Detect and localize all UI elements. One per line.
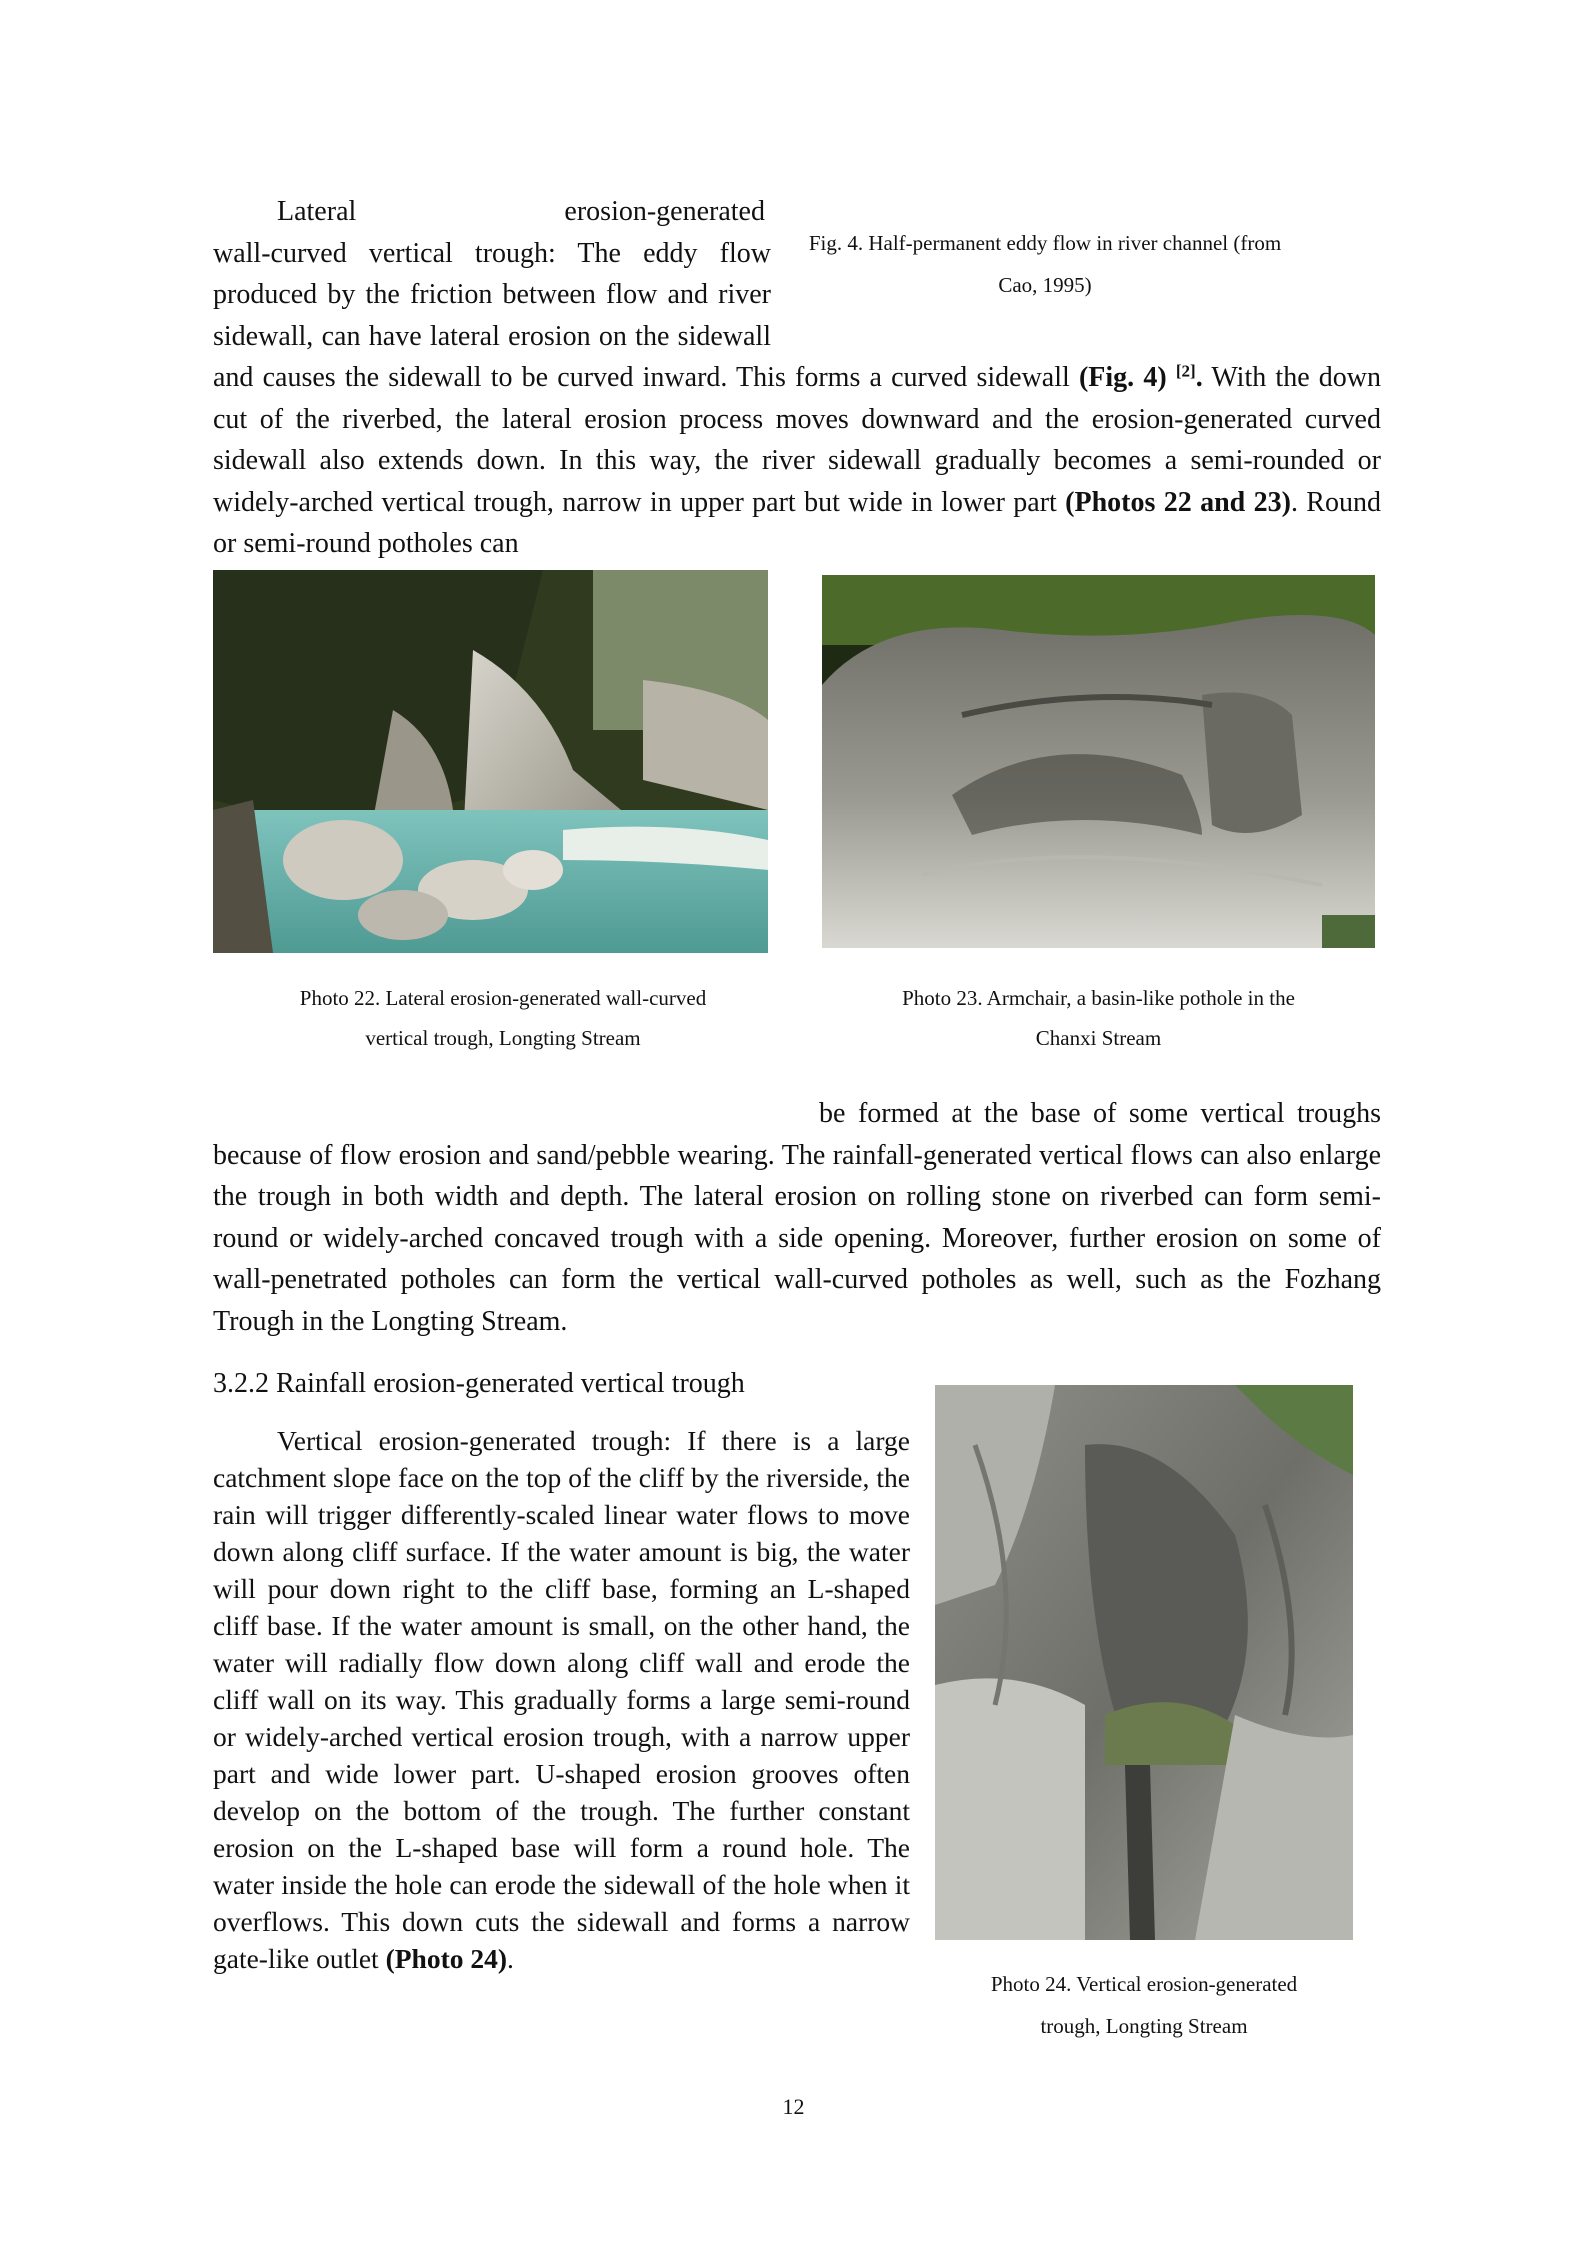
cliff-trough-photo <box>935 1385 1353 1940</box>
photo24-reference: (Photo 24) <box>385 1943 508 1974</box>
fig4-reference: (Fig. 4) <box>1078 362 1167 393</box>
photos-22-23-reference: (Photos 22 and 23) <box>1065 486 1291 518</box>
citation-period: . <box>1195 362 1203 393</box>
paragraph-text-3: . Round or semi-round potholes can <box>213 486 1381 559</box>
paragraph-lateral-erosion <box>213 191 1381 565</box>
photo22-caption <box>213 978 793 1058</box>
photo23-caption-line1: Photo 23. Armchair, a basin-like pothole in the <box>902 986 1295 1010</box>
river-gorge-photo <box>213 570 768 953</box>
section-heading: 3.2.2 Rainfall erosion-generated vertical trough <box>213 1368 745 1399</box>
lead-word-erosion: erosion-generated <box>564 196 765 227</box>
paragraph-text: Vertical erosion-generated trough: If there is a large catchment slope face on the top of the cliff by the riverside, the rain will trigger differently-scaled linear water flows to move down along cliff surface. If the water amount is big, the water will pour down right to the cliff base, forming an L-shaped cliff base. If the water amount is small, on the other hand, the water will radially flow down along cliff wall and erode the cliff wall on its way. This gradually forms a large semi-round or widely-arched vertical erosion trough, with a narrow upper part and wide lower part. U-shaped erosion grooves often develop on the bottom of the trough. The further constant erosion on the L-shaped base will form a round hole. The water inside the hole can erode the sidewall of the hole when it overflows. This down cuts the sidewall and forms a narrow gate-like outlet <box>213 1425 910 1974</box>
paragraph-vertical-erosion <box>213 1422 910 1977</box>
armchair-rock-photo <box>822 575 1375 948</box>
fig4-caption-line1: Fig. 4. Half-permanent eddy flow in river channel (from <box>808 231 1282 255</box>
photo22-caption-line1: Photo 22. Lateral erosion-generated wall-curved <box>299 986 707 1010</box>
paragraph-text: be formed at the base of some vertical troughs because of flow erosion and sand/pebble wearing. The rainfall-generated vertical flows can also enlarge the trough in both width and depth. The lateral erosion on rolling stone on riverbed can form semi-round or widely-arched concaved trough with a side opening. Moreover, further erosion on some of wall-penetrated potholes can form the vertical wall-curved potholes as well, such as the Fozhang Trough in the Longting Stream. <box>213 1098 1381 1337</box>
photo24-caption-line2: trough, Longting Stream <box>1040 2014 1248 2038</box>
paragraph-text-2: With the down cut of the riverbed, the lateral erosion process moves downward and the erosion-generated curved sidewall also extends down. In this way, the river sidewall gradually becomes a semi-rounded or widely-arched vertical trough, narrow in upper part but wide in lower part <box>213 362 1382 518</box>
photo24-caption-line1: Photo 24. Vertical erosion-generated <box>990 1972 1298 1996</box>
photo22-caption-line2: vertical trough, Longting Stream <box>365 1026 641 1050</box>
photo24-caption <box>935 1963 1353 2047</box>
paragraph-text-1: wall-curved vertical trough: The eddy flow produced by the friction between flow and river sidewall, can have lateral erosion on the sidewall and causes the sidewall to be curved inward. This forms a curved sidewall <box>213 237 1079 393</box>
fig4-caption-line2: Cao, 1995) <box>998 273 1092 297</box>
page-number: 12 <box>782 2094 805 2119</box>
photo23-caption-line2: Chanxi Stream <box>1035 1026 1162 1050</box>
lead-word-lateral: Lateral <box>277 196 357 227</box>
photo23-caption <box>822 978 1375 1058</box>
paragraph-continuation <box>213 1093 1381 1342</box>
paragraph-end: . <box>507 1943 514 1974</box>
citation-2: [2] <box>1175 361 1196 381</box>
